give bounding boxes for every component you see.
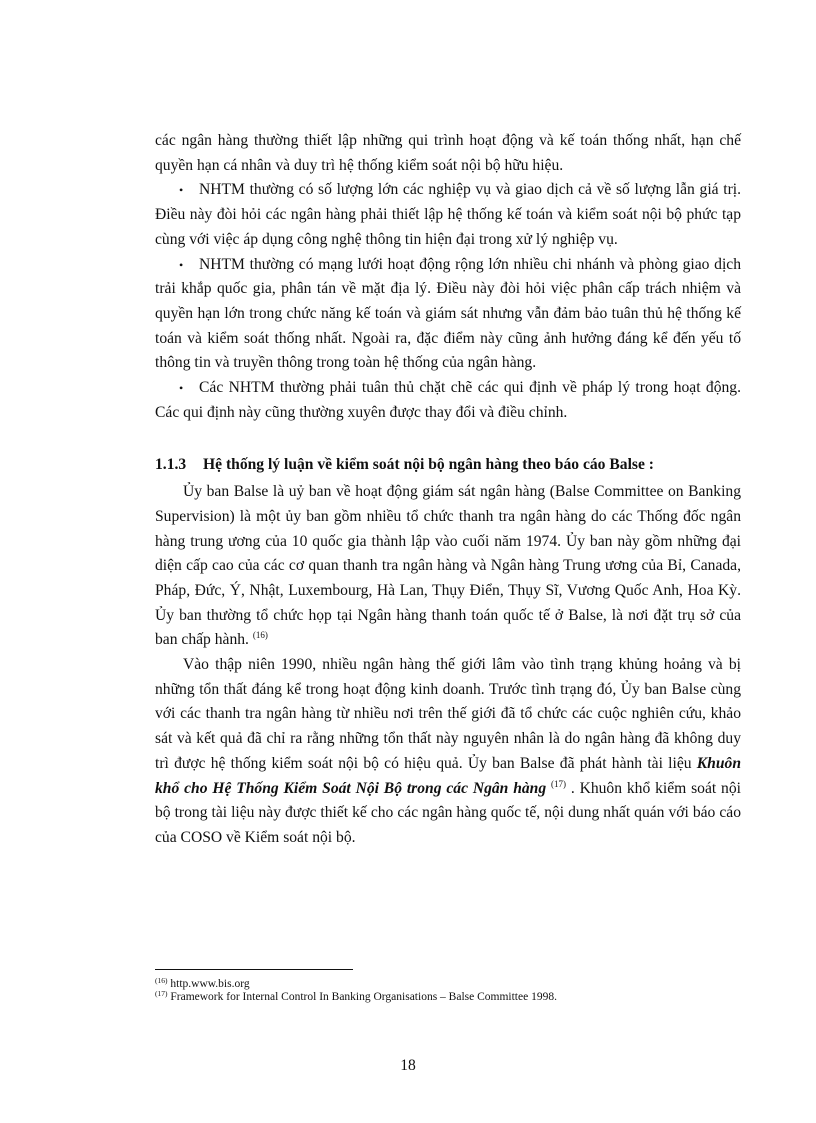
balse-committee-paragraph: [155, 480, 741, 653]
page-number: 18: [400, 1057, 416, 1074]
body-text: [155, 129, 741, 851]
crisis-paragraph: [155, 653, 741, 851]
paragraph-text: Ủy ban Balse là uỷ ban về hoạt động giám sát ngân hàng (Balse Committee on Banking Supervision) là một ủy ban gồm nhiều tổ chức thanh tra ngân hàng do các Thống đốc ngân hàng trung ương của 10 quốc gia thành lập vào cuối năm 1974. Ủy ban này gồm những đại diện cấp cao của các cơ quan thanh tra ngân hàng và Ngân hàng Trung ương của Bỉ, Canada, Pháp, Đức, Ý, Nhật, Luxembourg, Hà Lan, Thụy Điển, Thụy Sĩ, Vương Quốc Anh, Hoa Kỳ. Ủy ban thường tổ chức họp tại Ngân hàng thanh toán quốc tế ở Balse, là nơi đặt trụ sở của ban chấp hành.: [155, 483, 741, 649]
footnote-text: Framework for Internal Control In Banking Organisations – Balse Committee 1998.: [170, 991, 557, 1003]
footnote-mark: (17): [155, 989, 168, 998]
bullet-item: [155, 253, 741, 377]
section-spacer: [155, 425, 741, 439]
footnote-mark: (16): [155, 976, 168, 985]
footnotes: [155, 978, 741, 1004]
footnote-16: [155, 978, 741, 991]
bullet-item: [155, 376, 741, 425]
bullet-icon: •: [179, 257, 184, 272]
paragraph-text: . Khuôn khổ kiểm soát nội bộ trong tài liệu này được thiết kế cho các ngân hàng quốc tế, nội dung nhất quán với báo cáo của COSO về Kiểm soát nội bộ.: [155, 779, 741, 846]
framework-title-emphasis: Khuôn khổ cho Hệ Thống Kiểm Soát Nội Bộ trong các Ngân hàng: [155, 754, 741, 797]
bullet-text: NHTM thường có mạng lưới hoạt động rộng lớn nhiều chi nhánh và phòng giao dịch trải khắp quốc gia, phân tán về mặt địa lý. Điều này đòi hỏi việc phân cấp trách nhiệm và quyền hạn lớn trong chức năng kế toán và giám sát nhưng vẫn đảm bảo tuân thủ hệ thống kế toán và kiểm soát thống nhất. Ngoài ra, đặc điểm này cũng ảnh hưởng đáng kể đến yếu tố thông tin và truyền thông trong toàn hệ thống của ngân hàng.: [155, 255, 741, 372]
section-title: Hệ thống lý luận về kiểm soát nội bộ ngân hàng theo báo cáo Balse :: [203, 456, 654, 474]
footnote-separator: [155, 969, 353, 970]
footnote-17: [155, 991, 741, 1004]
footnote-text: http.www.bis.org: [170, 978, 250, 990]
intro-paragraph: các ngân hàng thường thiết lập những qui trình hoạt động và kế toán thống nhất, hạn chế quyền hạn cá nhân và duy trì hệ thống kiểm soát nội bộ hữu hiệu.: [155, 132, 741, 174]
bullet-item: [155, 178, 741, 252]
section-number: 1.1.3: [155, 456, 187, 474]
bullet-icon: •: [179, 381, 184, 396]
footnote-ref-17: (17): [550, 778, 566, 789]
bullet-text: NHTM thường có số lượng lớn các nghiệp vụ và giao dịch cả về số lượng lẫn giá trị. Điều này đòi hỏi các ngân hàng phải thiết lập hệ thống kế toán và kiểm soát nội bộ phức tạp cùng với việc áp dụng công nghệ thông tin hiện đại trong xử lý nghiệp vụ.: [155, 181, 741, 248]
bullet-icon: •: [179, 183, 184, 198]
bullet-text: Các NHTM thường phải tuân thủ chặt chẽ các qui định về pháp lý trong hoạt động. Các qui định này cũng thường xuyên được thay đổi và điều chỉnh.: [155, 379, 741, 421]
paragraph-text: Vào thập niên 1990, nhiều ngân hàng thế giới lâm vào tình trạng khủng hoảng và bị những tổn thất đáng kể trong hoạt động kinh doanh. Trước tình trạng đó, Ủy ban Balse cùng với các thanh tra ngân hàng từ nhiều nơi trên thế giới đã tổ chức các cuộc nghiên cứu, khảo sát và kết quả đã chỉ ra rằng những tổn thất này nguyên nhân là do ngân hàng đã không duy trì được hệ thống kiểm soát nội bộ có hiệu quả. Ủy ban Balse đã phát hành tài liệu: [155, 656, 741, 772]
section-heading: [155, 453, 741, 478]
footnote-ref-16: (16): [252, 630, 268, 641]
